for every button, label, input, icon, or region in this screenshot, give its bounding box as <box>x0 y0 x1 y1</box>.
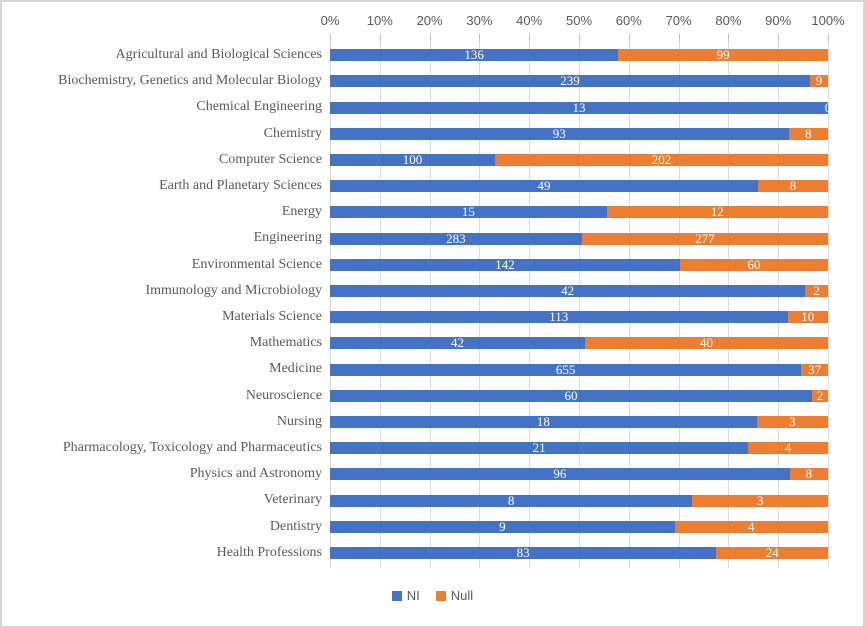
data-label-ni: 15 <box>461 204 475 220</box>
category-label: Chemical Engineering <box>196 99 322 115</box>
gridline <box>728 42 729 568</box>
bar-row <box>330 230 828 246</box>
data-label-ni: 8 <box>507 492 515 508</box>
data-label-null: 40 <box>700 335 714 351</box>
legend-label-ni: NI <box>406 588 420 603</box>
bar-segment-null <box>789 125 828 141</box>
bar-segment-ni <box>330 468 790 480</box>
data-label-null: 9 <box>815 73 823 89</box>
legend-swatch-null <box>436 591 446 601</box>
data-label-null: 3 <box>756 492 764 508</box>
bar-segment-null <box>675 518 828 534</box>
bar-row <box>330 518 828 534</box>
category-label: Health Professions <box>216 544 322 560</box>
bar-row <box>330 282 828 298</box>
data-label-null: 277 <box>695 230 715 246</box>
data-label-ni: 9 <box>499 518 506 534</box>
category-label: Earth and Planetary Sciences <box>159 178 322 193</box>
bar-segment-ni <box>330 230 582 246</box>
x-axis-tick-label: 40% <box>516 13 543 28</box>
bar-segment-null <box>582 230 828 246</box>
category-label: Environmental Science <box>191 256 322 272</box>
gridline <box>629 42 630 568</box>
bar-row <box>330 544 828 560</box>
data-label-null: 0 <box>824 99 832 115</box>
data-label-ni: 96 <box>553 466 567 482</box>
data-label-null: 24 <box>765 544 779 560</box>
bar-row <box>330 387 828 403</box>
data-label-null: 10 <box>801 309 815 325</box>
data-label-null: 99 <box>716 47 730 63</box>
data-label-null: 202 <box>651 151 672 167</box>
bar-segment-null <box>758 180 828 192</box>
data-label-ni: 113 <box>549 309 569 325</box>
data-label-ni: 60 <box>564 387 578 403</box>
data-label-ni: 239 <box>560 73 580 89</box>
category-label: Biochemistry, Genetics and Molecular Biology <box>58 73 322 89</box>
bar-segment-null <box>812 387 828 403</box>
bar-segment-null <box>680 256 828 272</box>
gridline <box>430 42 431 568</box>
bar-row <box>330 468 828 480</box>
x-axis-tick-label: 90% <box>765 13 792 28</box>
data-label-null: 37 <box>808 361 822 377</box>
bar-segment-ni <box>330 442 748 454</box>
legend-item-ni <box>392 588 420 603</box>
bar-segment-null <box>748 442 828 454</box>
x-axis-tick-label: 80% <box>715 13 742 28</box>
bar-segment-null <box>716 544 828 560</box>
axis-tick <box>728 34 729 42</box>
bar-segment-ni <box>330 311 788 323</box>
legend-label-null: Null <box>450 588 474 603</box>
bar-segment-ni <box>330 256 680 272</box>
gridline <box>529 42 530 568</box>
bar-row <box>330 256 828 272</box>
bar-segment-null <box>692 492 828 508</box>
bar-segment-ni <box>330 206 607 218</box>
bar-segment-null <box>788 311 829 323</box>
bar-segment-ni <box>330 387 812 403</box>
axis-tick <box>679 34 680 42</box>
category-label: Engineering <box>253 230 322 246</box>
data-label-null: 3 <box>789 413 796 429</box>
bar-segment-ni <box>330 151 495 167</box>
axis-tick <box>579 34 580 42</box>
data-label-null: 2 <box>813 282 820 298</box>
bar-row <box>330 361 828 377</box>
category-label: Veterinary <box>263 492 322 508</box>
bar-segment-ni <box>330 282 805 298</box>
bar-row <box>330 311 828 323</box>
x-axis-tick-label: 60% <box>615 13 642 28</box>
data-label-ni: 655 <box>555 361 576 377</box>
axis-tick <box>529 34 530 42</box>
x-axis-tick-label: 50% <box>565 13 593 28</box>
bar-segment-ni <box>330 518 675 534</box>
bar-segment-ni <box>330 337 585 349</box>
gridline <box>778 42 779 568</box>
axis-tick <box>330 34 331 42</box>
bar-row <box>330 75 828 87</box>
axis-tick <box>629 34 630 42</box>
data-label-ni: 13 <box>572 99 586 115</box>
x-axis-tick-label: 0% <box>320 13 340 28</box>
category-label: Nursing <box>276 413 322 429</box>
data-label-ni: 83 <box>516 544 530 560</box>
bar-segment-null <box>801 361 828 377</box>
axis-tick <box>828 34 829 42</box>
category-label: Materials Science <box>222 309 322 324</box>
bar-segment-null <box>607 206 828 218</box>
category-label: Physics and Astronomy <box>189 466 322 482</box>
legend-swatch-ni <box>392 591 402 601</box>
bar-segment-null <box>757 413 828 429</box>
data-label-ni: 93 <box>552 125 566 141</box>
category-label: Computer Science <box>218 151 322 167</box>
data-label-ni: 100 <box>402 151 423 167</box>
data-label-ni: 21 <box>532 440 546 456</box>
x-axis-tick-label: 20% <box>416 13 443 28</box>
bar-segment-null <box>805 282 828 298</box>
data-label-null: 8 <box>789 178 797 194</box>
bar-row <box>330 151 828 167</box>
bar-row <box>330 442 828 454</box>
bar-segment-ni <box>330 180 758 192</box>
category-label: Agricultural and Biological Sciences <box>115 47 322 62</box>
bar-segment-ni <box>330 544 716 560</box>
gridline <box>679 42 680 568</box>
category-label: Chemistry <box>263 125 322 141</box>
data-label-null: 60 <box>747 256 761 272</box>
gridline <box>828 42 829 568</box>
data-label-null: 8 <box>805 466 813 482</box>
data-label-null: 8 <box>805 125 812 141</box>
gridline <box>579 42 580 568</box>
data-label-null: 4 <box>784 440 792 456</box>
bar-row <box>330 99 832 115</box>
axis-tick <box>380 34 381 42</box>
category-label: Neuroscience <box>245 387 322 403</box>
gridline <box>380 42 381 568</box>
gridline <box>479 42 480 568</box>
bar-segment-null <box>618 49 828 61</box>
x-axis-tick-label: 30% <box>466 13 493 28</box>
x-axis-tick-label: 10% <box>366 13 393 28</box>
bar-segment-ni <box>330 75 810 87</box>
bar-segment-ni <box>330 125 789 141</box>
data-label-null: 12 <box>710 204 724 220</box>
data-label-ni: 42 <box>451 335 465 351</box>
category-label: Pharmacology, Toxicology and Pharmaceutics <box>62 440 322 455</box>
data-label-ni: 18 <box>536 413 550 429</box>
legend-item-null <box>436 588 473 603</box>
data-label-ni: 142 <box>495 256 515 272</box>
category-label: Energy <box>281 204 322 220</box>
x-axis-tick-label: 70% <box>665 13 692 28</box>
bar-segment-null <box>810 75 828 87</box>
bar-segment-ni <box>330 99 828 115</box>
data-label-ni: 49 <box>537 178 551 194</box>
category-label: Immunology and Microbiology <box>145 282 322 298</box>
bar-segment-ni <box>330 492 692 508</box>
axis-tick <box>430 34 431 42</box>
bar-row <box>330 206 828 218</box>
bar-segment-ni <box>330 361 801 377</box>
category-label: Dentistry <box>269 518 322 534</box>
x-axis-tick-label: 100% <box>811 13 845 28</box>
bar-row <box>330 125 828 141</box>
bar-row <box>330 180 828 192</box>
bar-row <box>330 337 828 349</box>
legend <box>2 588 863 603</box>
bar-segment-null <box>585 337 828 349</box>
bar-segment-null <box>790 468 828 480</box>
bar-row <box>330 413 828 429</box>
data-label-null: 4 <box>748 518 755 534</box>
axis-tick <box>479 34 480 42</box>
category-label: Mathematics <box>249 335 322 351</box>
category-label: Medicine <box>269 361 322 377</box>
gridline <box>330 42 331 568</box>
data-label-ni: 283 <box>446 230 466 246</box>
bar-segment-null <box>495 151 828 167</box>
data-label-null: 2 <box>816 387 824 403</box>
data-label-ni: 42 <box>561 282 575 298</box>
bar-row <box>330 492 828 508</box>
axis-tick <box>778 34 779 42</box>
bar-segment-ni <box>330 413 757 429</box>
bar-row <box>330 49 828 61</box>
bar-segment-ni <box>330 49 618 61</box>
data-label-ni: 136 <box>464 47 484 63</box>
